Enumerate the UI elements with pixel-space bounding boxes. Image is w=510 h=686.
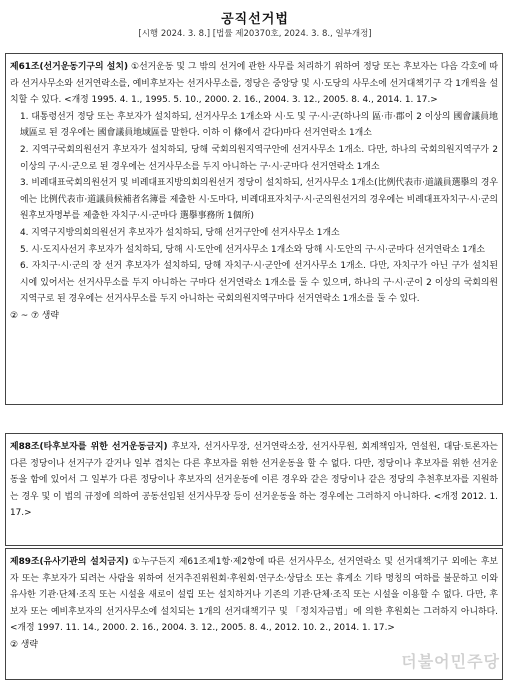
article-61-item-4: 4. 지역구지방의회의원선거 후보자가 설치하되, 당해 선거구안에 선거사무소 1개소	[20, 227, 340, 238]
article-88-heading: 제88조(타후보자를 위한 선거운동금지)	[10, 442, 168, 452]
article-89-omitted: ② 생략	[10, 639, 38, 650]
article-88-box	[5, 433, 503, 546]
article-88-paragraph	[10, 439, 498, 522]
document-title: 공직선거법	[221, 12, 289, 27]
article-61-item-2: 2. 지역구국회의원선거 후보자가 설치하되, 당해 국회의원지역구안에 선거사무소 1개소. 다만, 하나의 국회의원지역구가 2 이상의 구·시·군으로 된 경우에는 선거사무소를 두지 아니하는 구·시·군마다 선거연락소 1개소	[20, 144, 498, 172]
article-89-heading: 제89조(유사기관의 설치금지)	[10, 557, 129, 567]
enforcement-info	[0, 26, 510, 40]
article-61-item-1: 1. 대통령선거 정당 또는 후보자가 설치하되, 선거사무소 1개소와 시·도 및 구·시·군(하나의 區·市·郡이 2 이상의 國會議員地域區로 된 경우에는 國會議員地域區를 말한다. 이하 이 條에서 같다)마다 선거연락소 1개소	[20, 111, 498, 139]
article-61-item-3: 3. 비례대표국회의원선거 및 비례대표지방의회의원선거 정당이 설치하되, 선거사무소 1개소(比例代表市·道議員選擧의 경우에는 比例代表市·道議員候補者名簿를 제출한 시·도마다, 비례대표자치구·시·군의원선거의 경우에는 비례대표자치구·시·군의원후보자명부를 제출한 자치구·시·군마다 選擧事務所 1個所)	[20, 178, 498, 222]
article-61-omitted: ② ~ ⑦ 생략	[10, 310, 59, 321]
watermark: 더불어민주당	[401, 652, 500, 671]
article-61-paragraph-1	[10, 59, 498, 109]
article-89-paragraph-1	[10, 554, 498, 637]
article-61-body: ①선거운동 및 그 밖의 선거에 관한 사무를 처리하기 위하여 정당 또는 후보자는 다음 각호에 따라 선거사무소와 선거연락소를, 예비후보자는 선거사무소를, 정당은 중앙당 및 시·도당의 사무소에 선거대책기구 각 1개씩을 설치할 수 있다. <개정 1995. 4. 1., 1995. 5. 10., 2000. 2. 16., 2004. 3. 12., 2005. 8. 4., 2014. 1. 17.>	[10, 62, 499, 106]
article-61-heading: 제61조(선거운동기구의 설치)	[10, 62, 129, 72]
article-89-body: ①누구든지 제61조제1항·제2항에 따른 선거사무소, 선거연락소 및 선거대책기구 외에는 후보자 또는 후보자가 되려는 사람을 위하여 선거추진위원회·후원회·연구소·상담소 또는 휴게소 기타 명칭의 여하를 불문하고 이와 유사한 기관·단체·조직 또는 시설을 새로이 설립 또는 설치하거나 기존의 기관·단체·조직 또는 시설을 이용할 수 없다. 다만, 후보자 또는 예비후보자의 선거사무소에 설치되는 1개의 선거대책기구 및 「정치자금법」에 의한 후원회는 그러하지 아니하다. <개정 1997. 11. 14., 2000. 2. 16., 2004. 3. 12., 2005. 8. 4., 2012. 10. 2., 2014. 1. 17.>	[10, 557, 498, 634]
article-88-body: 후보자, 선거사무장, 선거연락소장, 선거사무원, 회계책임자, 연설원, 대담·토론자는 다른 정당이나 선거구가 같거나 일부 겹치는 다른 후보자를 위한 선거운동을 할 수 없다. 다만, 정당이나 후보자를 위한 선거운동을 함에 있어서 그 일부가 다른 정당이나 후보자의 선거운동에 이른 경우와 같은 정당이나 같은 정당의 추천후보자를 지원하는 경우 및 이 법의 규정에 의하여 공동선임된 선거사무장 등이 선거운동을 하는 경우에는 그러하지 아니하다. <개정 2012. 1. 17.>	[10, 442, 498, 519]
article-61-box	[5, 53, 503, 405]
article-61-item-6: 6. 자치구·시·군의 장 선거 후보자가 설치하되, 당해 자치구·시·군안에 선거사무소 1개소. 다만, 자치구가 아닌 구가 설치된 시에 있어서는 선거사무소를 두지 아니하는 구마다 선거연락소 1개소를 둘 수 있으며, 하나의 구·시·군이 2 이상의 국회의원지역구로 된 경우에는 선거사무소를 두지 아니하는 국회의원지역구마다 선거연락소 1개소를 둘 수 있다.	[20, 261, 498, 305]
enforcement-info-text: [시행 2024. 3. 8.] [법률 제20370호, 2024. 3. 8., 일부개정]	[138, 29, 372, 39]
article-61-item-5: 5. 시·도지사선거 후보자가 설치하되, 당해 시·도안에 선거사무소 1개소와 당해 시·도안의 구·시·군마다 선거연락소 1개소	[20, 244, 485, 255]
